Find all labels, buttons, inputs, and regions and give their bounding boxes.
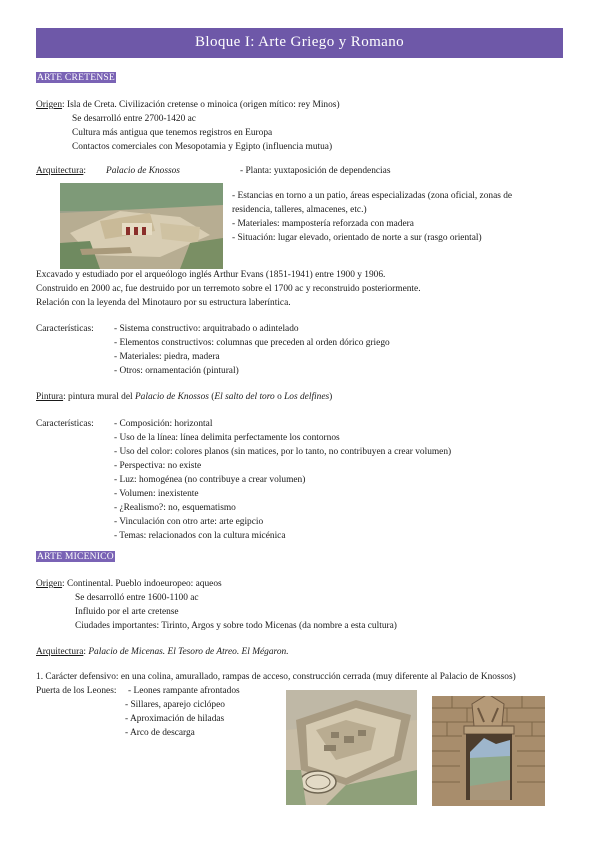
knossos-photo: [60, 183, 223, 269]
arquitectura-label: Arquitectura: [36, 166, 84, 176]
carac2-item: - Volumen: inexistente: [114, 489, 199, 499]
origen-line-4: Contactos comerciales con Mesopotamia y Egipto (influencia mutua): [72, 142, 333, 152]
mic-origen-line-4: Ciudades importantes: Tirinto, Argos y sobre todo Micenas (da nombre a esta cultura): [75, 621, 397, 631]
arq-list-item: residencia, talleres, almacenes, etc.): [232, 205, 367, 215]
carac2-item: - Uso de la línea: línea delimita perfectamente los contornos: [114, 433, 340, 443]
arquitectura-colon: :: [83, 647, 89, 657]
puerta-item: - Aproximación de hiladas: [125, 714, 225, 724]
origen-text: : Isla de Creta. Civilización cretense o minoica (origen mítico: rey Minos): [62, 100, 340, 110]
mic-origen-line-1: [36, 580, 222, 589]
section-heading-text: ARTE MICENICO: [37, 551, 114, 562]
carac2-item: - ¿Realismo?: no, esquematismo: [114, 503, 236, 513]
arq-list-item: - Situación: lugar elevado, orientado de norte a sur (rasgo oriental): [232, 233, 482, 243]
lion-gate-photo: [432, 696, 545, 806]
title-banner: [36, 28, 563, 58]
carac-item: - Elementos constructivos: columnas que preceden al orden dórico griego: [114, 338, 390, 348]
pintura-paren: (: [208, 392, 215, 402]
carac-item: - Otros: ornamentación (pintural): [114, 366, 239, 376]
carac2-item: - Temas: relacionados con la cultura micénica: [114, 531, 286, 541]
puerta-item: - Arco de descarga: [125, 728, 195, 738]
arquitectura-text: Palacio de Micenas. El Tesoro de Atreo. El Mégaron.: [88, 647, 289, 657]
puerta-item: - Sillares, aparejo ciclópeo: [125, 700, 225, 710]
arq-list-item: - Planta: yuxtaposición de dependencias: [240, 166, 391, 176]
section-heading-micenico: [36, 552, 115, 562]
pintura-text: : pintura mural del: [63, 392, 135, 402]
puerta-item: - Leones rampante afrontados: [128, 686, 240, 696]
mic-item-1: 1. Carácter defensivo: en una colina, amurallado, rampas de acceso, construcción cerrada (muy diferente al Palacio de Knossos): [36, 672, 516, 682]
origen-line-2: Se desarrolló entre 2700-1420 ac: [72, 114, 196, 124]
pintura-work: El salto del toro: [214, 392, 275, 402]
carac2-item: - Perspectiva: no existe: [114, 461, 202, 471]
carac-item: - Materiales: piedra, madera: [114, 352, 220, 362]
mic-arquitectura-line: [36, 648, 289, 657]
arquitectura-line: [36, 167, 86, 176]
origen-line-1: [36, 101, 340, 110]
arq-list-item: - Materiales: mampostería reforzada con madera: [232, 219, 414, 229]
origen-line-3: Cultura más antigua que tenemos registros en Europa: [72, 128, 273, 138]
carac-item: - Sistema constructivo: arquitrabado o adintelado: [114, 324, 299, 334]
origen-label: Origen: [36, 579, 63, 589]
paragraph-evans: Excavado y estudiado por el arqueólogo inglés Arthur Evans (1851-1941) entre 1900 y 1906.: [36, 270, 386, 280]
section-heading-text: ARTE CRETENSE: [37, 72, 115, 83]
section-heading-cretense: [36, 73, 116, 83]
arquitectura-label: Arquitectura: [36, 647, 84, 657]
pintura-place: Palacio de Knossos: [134, 392, 209, 402]
mic-origen-line-3: Influido por el arte cretense: [75, 607, 179, 617]
pintura-paren: ): [329, 392, 333, 402]
page-title: Bloque I: Arte Griego y Romano: [194, 34, 405, 50]
origen-label: Origen: [36, 100, 63, 110]
paragraph-construction: Construido en 2000 ac, fue destruido por un terremoto sobre el 1700 ac y reconstruido posteriormente.: [36, 284, 421, 294]
mycenae-citadel-image: [286, 690, 417, 805]
paragraph-minotaur: Relación con la leyenda del Minotauro por su estructura laberíntica.: [36, 298, 291, 308]
arq-list-item: - Estancias en torno a un patio, áreas especializadas (zona oficial, zonas de: [232, 191, 513, 201]
arquitectura-title: Palacio de Knossos: [106, 166, 180, 176]
carac2-item: - Composición: horizontal: [114, 419, 213, 429]
puerta-label: Puerta de los Leones:: [36, 686, 117, 696]
origen-text: : Continental. Pueblo indoeuropeo: aqueos: [62, 579, 222, 589]
pintura-work: Los delfines: [284, 392, 330, 402]
carac2-item: - Uso del color: colores planos (sin matices, por lo tanto, no contribuyen a crear volumen): [114, 447, 452, 457]
caracteristicas-label: Características:: [36, 419, 94, 429]
arquitectura-colon: :: [83, 166, 86, 176]
mic-origen-line-2: Se desarrolló entre 1600-1100 ac: [75, 593, 199, 603]
pintura-label: Pintura: [36, 392, 64, 402]
pintura-line: [36, 393, 332, 402]
carac2-item: - Luz: homogénea (no contribuye a crear volumen): [114, 475, 306, 485]
caracteristicas-label: Características:: [36, 324, 94, 334]
pintura-o: o: [274, 392, 285, 402]
carac2-item: - Vinculación con otro arte: arte egipcio: [114, 517, 264, 527]
